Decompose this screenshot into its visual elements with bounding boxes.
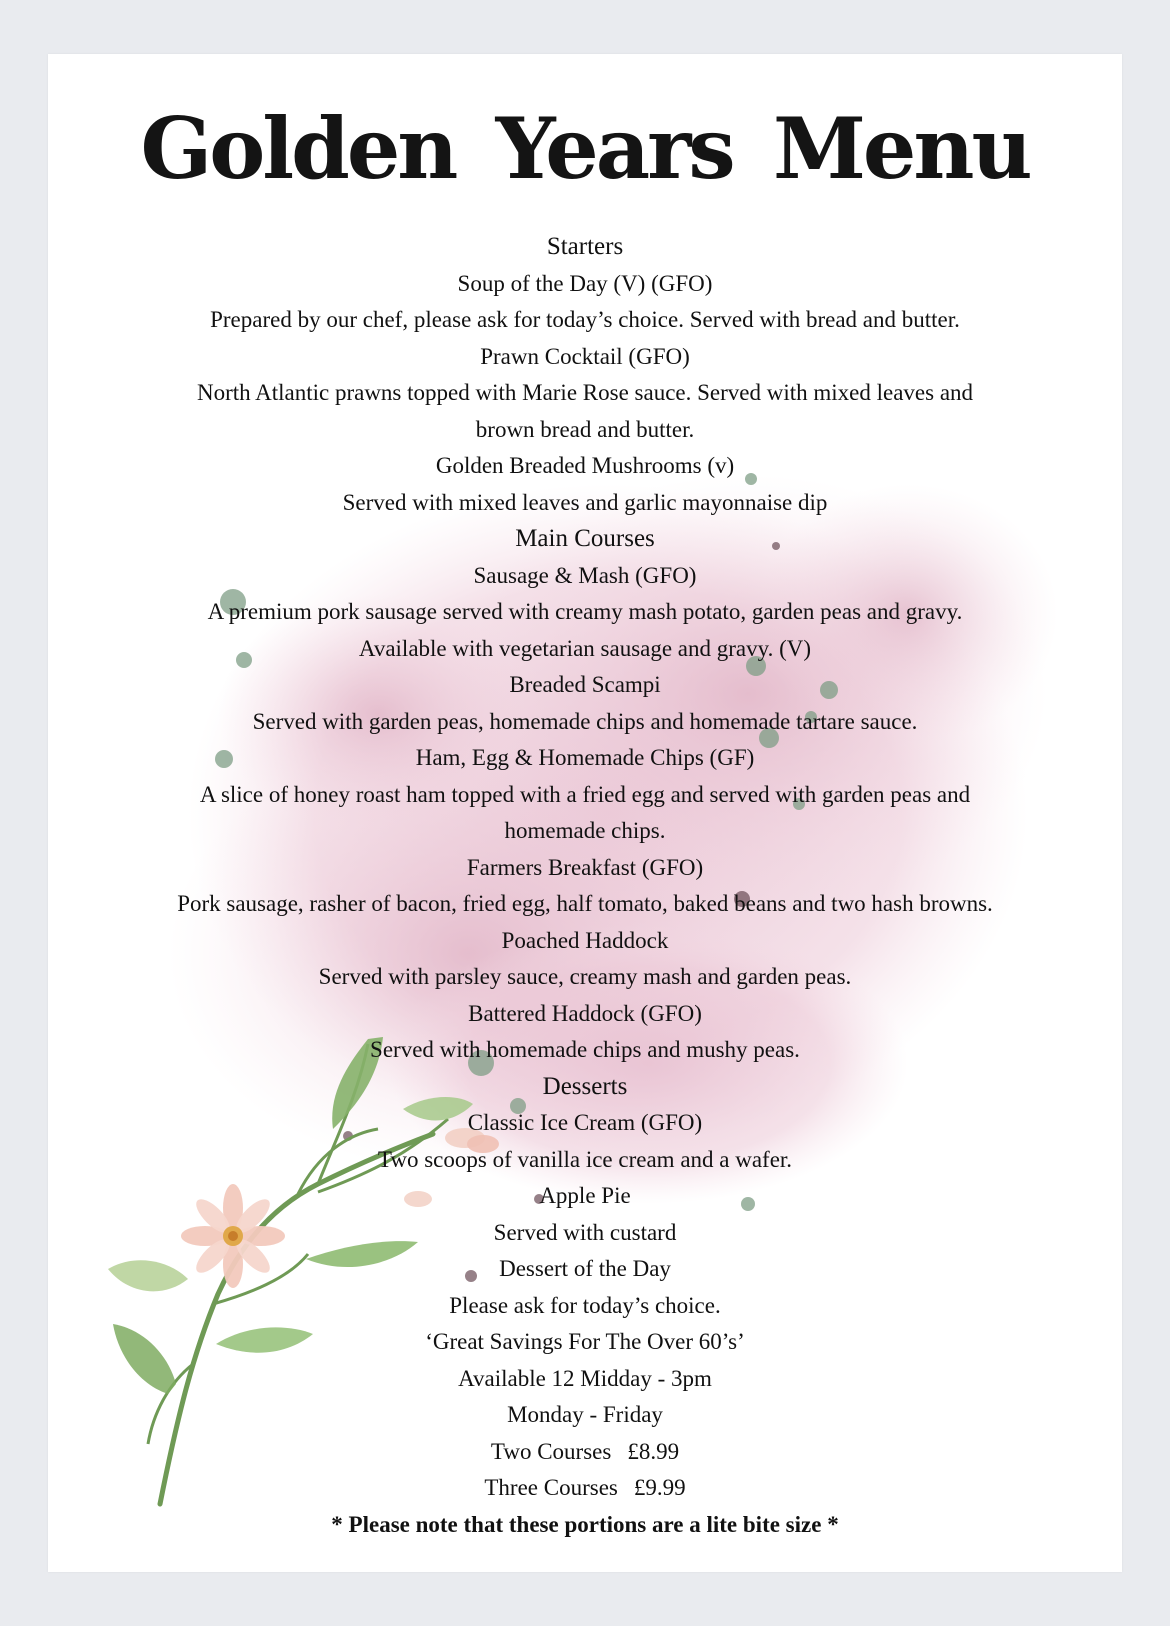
dish-name: Ham, Egg & Homemade Chips (GF) [415,745,755,770]
starters-heading: Starters [546,233,624,260]
portion-note: * Please note that these portions are a lite bite size * [331,1511,839,1537]
dish-name: Dessert of the Day [499,1256,671,1281]
dish-description: A slice of honey roast ham topped with a fried egg and served with garden peas and [199,781,971,807]
dish-description: Served with custard [493,1219,677,1245]
dish-name: Prawn Cocktail (GFO) [480,343,690,369]
dish-name: Soup of the Day (V) (GFO) [457,270,713,296]
dish-name: Classic Ice Cream (GFO) [467,1110,703,1135]
two-courses-row [48,1434,1122,1471]
offer-tagline: ‘Great Savings For The Over 60’s’ [425,1329,745,1354]
dish-description: Served with homemade chips and mushy peas. [370,1037,800,1062]
menu-lines [48,229,1122,1543]
dish-name: Farmers Breakfast (GFO) [466,854,704,880]
dish-name: Battered Haddock (GFO) [468,1000,702,1026]
dish-name: Breaded Scampi [509,672,661,697]
three-courses-row [48,1470,1122,1507]
dish-description: Available with vegetarian sausage and gravy. (V) [358,635,812,661]
two-courses-price: £8.99 [627,1438,680,1464]
offer-days: Monday - Friday [507,1402,663,1427]
dish-name: Apple Pie [539,1183,631,1208]
dish-description: North Atlantic prawns topped with Marie Rose sauce. Served with mixed leaves and [196,380,974,405]
dish-description: Served with mixed leaves and garlic mayonnaise dip [342,489,828,515]
dish-description: Please ask for today’s choice. [449,1292,721,1318]
main-courses-heading: Main Courses [515,525,655,552]
two-courses-label: Two Courses [490,1438,612,1464]
dish-description: Pork sausage, rasher of bacon, fried egg, half tomato, baked beans and two hash browns. [177,891,993,916]
desserts-heading: Desserts [542,1072,628,1100]
menu-title: Golden Years Menu [140,99,1030,198]
dish-name: Golden Breaded Mushrooms (v) [435,453,735,478]
dish-description: Served with garden peas, homemade chips and homemade tartare sauce. [252,708,918,734]
menu-page [48,54,1122,1572]
dish-name: Sausage & Mash (GFO) [473,562,697,588]
dish-description: brown bread and butter. [475,416,695,442]
dish-description: Prepared by our chef, please ask for today’s choice. Served with bread and butter. [210,307,960,332]
offer-hours: Available 12 Midday - 3pm [458,1365,712,1391]
dish-description: Served with parsley sauce, creamy mash and garden peas. [318,964,852,989]
three-courses-price: £9.99 [633,1475,686,1500]
dish-description: homemade chips. [504,818,666,843]
dish-name: Poached Haddock [501,927,669,953]
dish-description: A premium pork sausage served with creamy mash potato, garden peas and gravy. [207,599,963,624]
three-courses-label: Three Courses [484,1475,618,1500]
dish-description: Two scoops of vanilla ice cream and a wafer. [377,1146,793,1172]
